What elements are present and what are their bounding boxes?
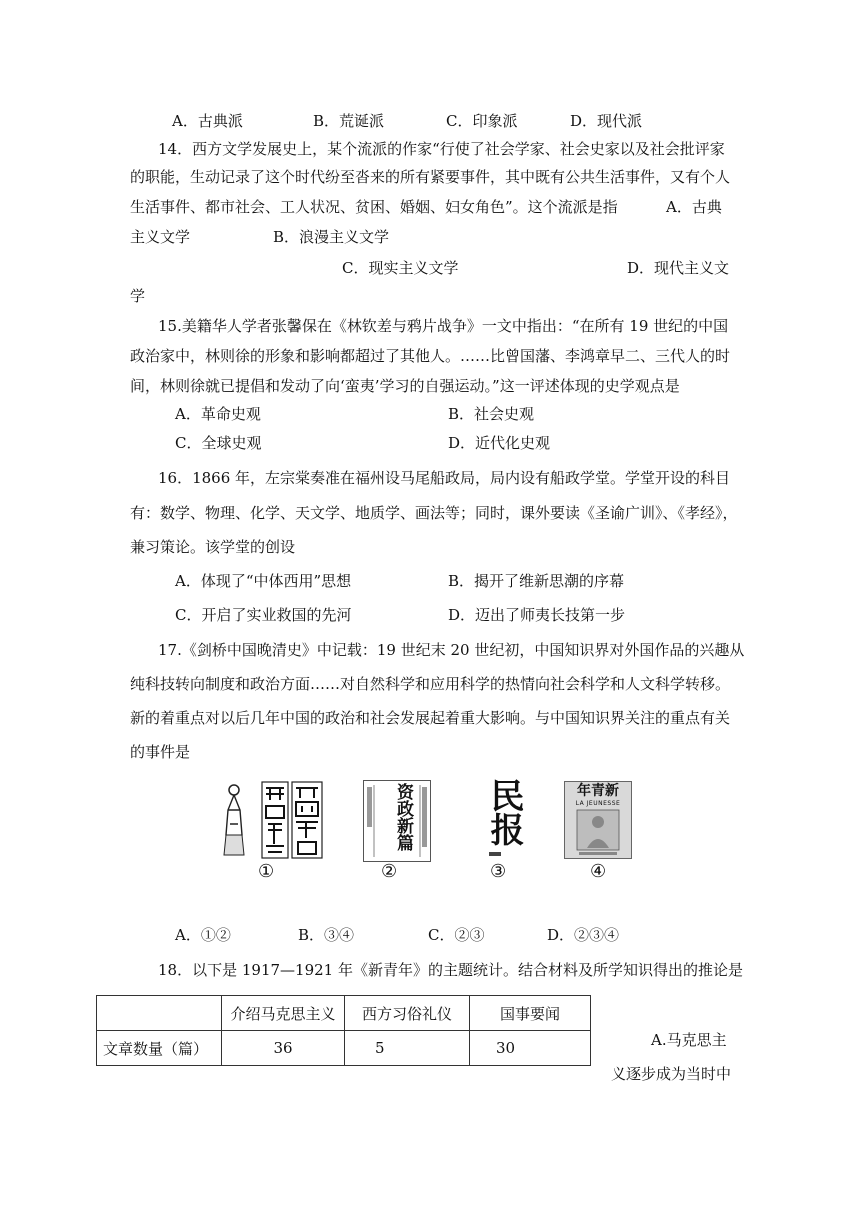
q16-stem-line: 16．1866 年，左宗棠奏准在福州设马尾船政局，局内设有船政学堂。学堂开设的科目 [158,469,731,487]
q16-stem-line: 有：数学、物理、化学、天文学、地质学、画法等；同时，课外要读《圣谕广训》、《孝经》， [130,504,738,522]
pic4-portrait [565,782,631,858]
q14-option-c: C．现实主义文学 [342,259,459,277]
picture-4 [564,781,632,859]
q15-option-b: B．社会史观 [448,405,535,423]
q15-stem-line: 15.美籍华人学者张馨保在《林钦差与鸦片战争》一文中指出：“在所有 19 世纪的中国 [158,317,729,335]
picture-label-2: ② [381,861,398,882]
q13-option-a: A．古典派 [172,112,243,130]
table-row [97,1031,591,1066]
q15-stem-line: 间，林则徐就已提倡和发动了向‘蛮夷’学习的自强运动。”这一评述体现的史学观点是 [130,377,680,395]
q15-option-d: D．近代化史观 [448,434,551,452]
table-header-row [97,996,591,1031]
theme-statistics-table [96,995,591,1066]
table-header-cell: 国事要闻 [470,996,591,1031]
q14-stem-line: 生活事件、都市社会、工人状况、贫困、婚姻、妇女角色”。这个流派是指 [130,198,618,216]
pic3-title: 民报 [484,778,524,846]
q14-option-d-cont: 学 [130,287,146,305]
q16-option-b: B．揭开了维新思潮的序幕 [448,572,625,590]
q17-option-b: B．③④ [298,926,355,944]
picture-1 [218,780,326,860]
q16-option-d: D．迈出了师夷长技第一步 [448,606,626,624]
figure-with-calligraphy-image [218,780,326,860]
q14-option-a: A．古典 [666,198,722,216]
q17-stem-line: 新的着重点对以后几年中国的政治和社会发展起着重大影响。与中国知识界关注的重点有关 [130,709,731,727]
picture-label-4: ④ [590,861,607,882]
q17-option-c: C．②③ [428,926,485,944]
table-header-cell [97,996,222,1031]
q14-option-b: B．浪漫主义文学 [273,228,390,246]
q16-option-a: A．体现了“中体西用”思想 [175,572,352,590]
table-cell: 5 [345,1031,470,1066]
table-cell: 36 [222,1031,345,1066]
q17-option-a: A．①② [175,926,231,944]
pic3-issue-mark [489,852,501,856]
table-header-cell: 西方习俗礼仪 [345,996,470,1031]
q15-stem-line: 政治家中，林则徐的形象和影响都超过了其他人。……比曾国藩、李鸿章早二、三代人的时 [130,347,731,365]
picture-2 [363,780,431,862]
picture-3 [463,778,527,860]
q14-stem-line: 的职能，生动记录了这个时代纷至沓来的所有紧要事件，其中既有公共生活事件，又有个人 [130,168,731,186]
q18-option-a: A.马克思主 [651,1031,727,1049]
q14-option-a-cont: 主义文学 [130,228,191,246]
q14-option-d: D．现代主义文 [627,259,730,277]
table-cell: 30 [470,1031,591,1066]
q17-option-d: D．②③④ [547,926,620,944]
q15-option-c: C．全球史观 [175,434,262,452]
pic4-title: 新青年 [577,783,619,799]
q17-stem-line: 17.《剑桥中国晚清史》中记载：19 世纪末 20 世纪初，中国知识界对外国作品的兴趣从 [158,641,745,659]
table-row-label: 文章数量（篇） [97,1031,222,1066]
q13-option-d: D．现代派 [570,112,643,130]
q15-option-a: A．革命史观 [175,405,261,423]
picture-label-1: ① [258,861,275,882]
q18-option-a-cont: 义逐步成为当时中 [611,1065,732,1083]
q14-stem-line: 14．西方文学发展史上，某个流派的作家“行使了社会学家、社会史家以及社会批评家 [158,140,725,158]
q13-option-b: B．荒诞派 [313,112,385,130]
q16-option-c: C．开启了实业救国的先河 [175,606,352,624]
table-header-cell: 介绍马克思主义 [222,996,345,1031]
q17-stem-line: 纯科技转向制度和政治方面……对自然科学和应用科学的热情向社会科学和人文科学转移。 [130,675,731,693]
q13-option-c: C．印象派 [446,112,518,130]
q18-stem-line: 18．以下是 1917—1921 年《新青年》的主题统计。结合材料及所学知识得出的推论是 [158,961,743,979]
pic2-title: 资政新篇 [393,783,413,851]
pic4-subtitle: LA JEUNESSE [575,800,621,807]
picture-label-3: ③ [490,861,507,882]
q17-stem-line: 的事件是 [130,743,191,761]
q16-stem-line: 兼习策论。该学堂的创设 [130,538,296,556]
